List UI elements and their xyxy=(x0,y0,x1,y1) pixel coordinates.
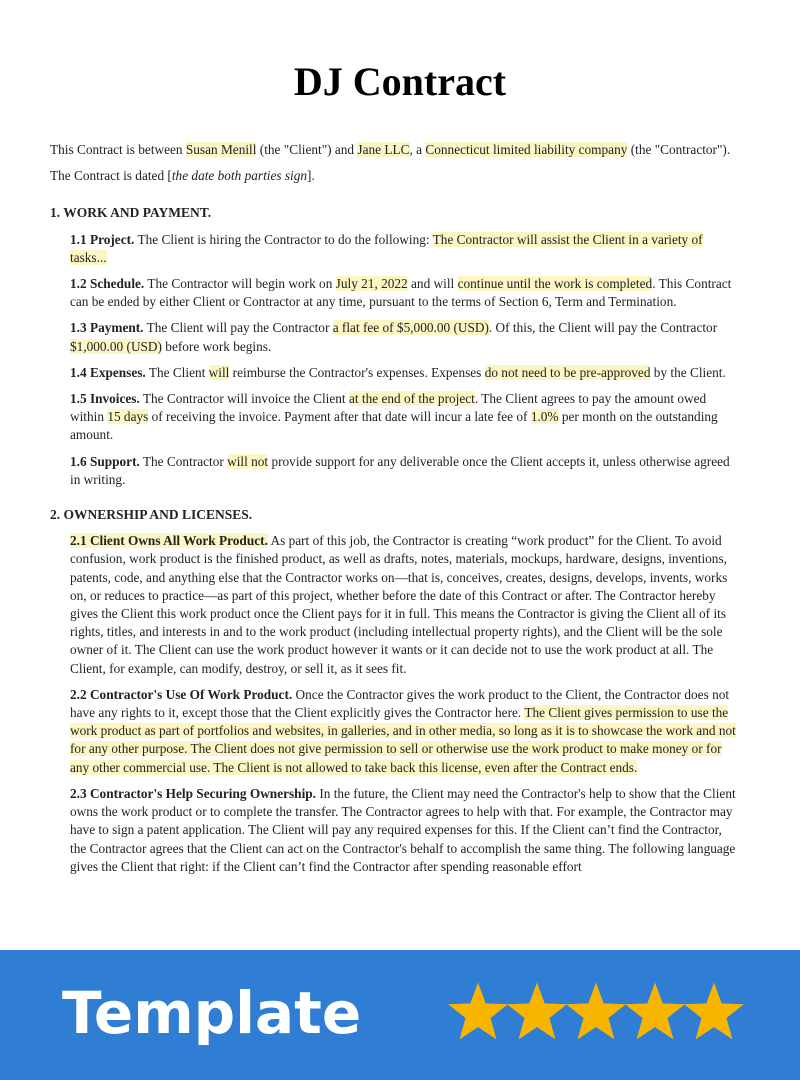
clause-1-4-expenses xyxy=(70,364,740,382)
clause-text: The Contractor xyxy=(139,453,228,469)
clause-text: The Client is hiring the Contractor to do the following: xyxy=(134,231,433,247)
date-placeholder: the date both parties sign xyxy=(171,168,308,184)
star-icon xyxy=(449,984,506,1038)
star-icon xyxy=(508,984,565,1038)
intro-text: (the "Client") and xyxy=(256,142,358,157)
clause-text: provide support for any deliverable once the Client accepts it, unless otherwise agreed in writing. xyxy=(70,453,730,487)
clause-1-1-project xyxy=(70,231,740,267)
clause-highlight: will not xyxy=(227,453,269,469)
star-icon xyxy=(685,984,742,1038)
clause-text: of receiving the invoice. Payment after that date will incur a late fee of xyxy=(148,409,531,425)
clause-label: 2.1 Client Owns All Work Product. xyxy=(70,533,268,549)
clause-2-3-help-securing xyxy=(70,785,740,876)
clause-text: and will xyxy=(407,276,458,292)
section-heading-work-payment: 1. WORK AND PAYMENT. xyxy=(50,205,212,221)
document-title: DJ Contract xyxy=(293,59,507,104)
clause-text: The Client will pay the Contractor xyxy=(143,320,333,336)
intro-text: The Contract is dated [ xyxy=(50,168,172,184)
clause-text: Once the Contractor gives the work product to the Client, the Contractor does not have any rights to it, except those that the Client explicitly gives the Contractor here. xyxy=(70,686,730,721)
clause-text: The Contractor will begin work on xyxy=(144,276,336,292)
clause-text: . The Client agrees to pay the amount owed within xyxy=(70,391,707,425)
clause-highlight: at the end of the project xyxy=(348,391,475,407)
clause-text: As part of this job, the Contractor is creating “work product” for the Client. To avoid confusion, work product is the finished product, as well as drafts, notes, materials, mockups, hardware, designs, inventions, patents, code, and anything else that the Contractor works on—that is, conceives, creates, designs, develops, invents, works on, or reduces to practice—as part of this project, whether before the date of this Contract or after. The Contractor hereby gives the Client this work product once the Client pays for it in full. This means the Contractor is giving the Client all of its rights, titles, and interests in and to the work product (including intellectual property rights), and the Client will be the sole owner of it. The Client can use the work product however it wants or it can decide not to use the work product at all. The Client, for example, can modify, destroy, or sell it, as it sees fit. xyxy=(70,533,728,676)
section-heading-ownership-licenses: 2. OWNERSHIP AND LICENSES. xyxy=(50,507,253,523)
star-icon xyxy=(626,984,683,1038)
clause-label: 1.6 Support. xyxy=(70,453,140,469)
clause-label: 1.2 Schedule. xyxy=(70,276,145,292)
clause-1-5-invoices xyxy=(70,390,740,445)
clause-label: 2.2 Contractor's Use Of Work Product. xyxy=(70,686,293,702)
clause-highlight: 15 days xyxy=(107,409,149,425)
clause-highlight: The Contractor will assist the Client in a variety of tasks... xyxy=(70,231,703,265)
clause-text: before work begins. xyxy=(161,338,272,354)
clause-highlight: do not need to be pre-approved xyxy=(484,364,651,380)
intro-date xyxy=(50,167,740,185)
rating-stars xyxy=(448,978,748,1044)
clause-highlight: a flat fee of $5,000.00 (USD) xyxy=(332,320,489,336)
document-body xyxy=(50,141,740,884)
clause-highlight: 1.0% xyxy=(530,409,559,425)
contractor-name: Jane LLC xyxy=(357,142,410,157)
clause-text: The Contractor will invoice the Client xyxy=(139,391,349,407)
clause-1-6-support xyxy=(70,453,740,489)
clause-text: The Client xyxy=(145,364,209,380)
clause-2-1-client-owns xyxy=(70,532,740,678)
clause-1-2-schedule xyxy=(70,275,740,311)
clause-label: 1.1 Project. xyxy=(70,231,135,247)
clause-highlight: continue until the work is completed xyxy=(457,276,653,292)
clause-text: by the Client. xyxy=(650,364,726,380)
clause-highlight: $1,000.00 (USD) xyxy=(70,338,162,354)
template-banner xyxy=(0,950,800,1080)
clause-label: 1.4 Expenses. xyxy=(70,364,146,380)
intro-parties xyxy=(50,141,740,159)
clause-text: per month on the outstanding amount. xyxy=(70,409,718,443)
contractor-type: Connecticut limited liability company xyxy=(425,142,628,157)
star-icon xyxy=(567,984,624,1038)
clause-highlight: The Client gives permission to use the work product as part of portfolios and websites, in galleries, and in other media, so long as it is to showcase the work and not for any other purpose. The Client does not give permission to sell or otherwise use the work product to make money or for any other commercial use. The Client is not allowed to take back this license, even after the Contract ends. xyxy=(70,705,736,775)
clause-1-3-payment xyxy=(70,319,740,355)
intro-text: (the "Contractor"). xyxy=(627,142,731,157)
template-label: Template xyxy=(62,979,362,1047)
clause-text: . This Contract can be ended by either Client or Contractor at any time, pursuant to the terms of Section 6, Term and Termination. xyxy=(70,276,732,310)
clause-text: In the future, the Client may need the Contractor's help to show that the Client owns the work product or to complete the transfer. The Contractor agrees to help with that. For example, the Contractor may have to sign a patent application. The Client will pay any required expenses for this. If the Client can’t find the Contractor, the Contractor agrees that the Client can act on the Contractor's behalf to accomplish the same thing. The following language gives the Client that right: if the Client can’t find the Contractor after spending reasonable effort xyxy=(70,785,736,874)
client-name: Susan Menill xyxy=(185,142,257,157)
clause-text: . Of this, the Client will pay the Contractor xyxy=(488,320,718,336)
clause-highlight: July 21, 2022 xyxy=(335,276,408,292)
clause-label: 1.3 Payment. xyxy=(70,320,144,336)
intro-text: ]. xyxy=(307,168,315,184)
clause-text: reimburse the Contractor's expenses. Expenses xyxy=(229,364,485,380)
clause-highlight: will xyxy=(208,364,230,380)
clause-label: 1.5 Invoices. xyxy=(70,391,140,407)
intro-text: This Contract is between xyxy=(50,142,186,157)
clause-label: 2.3 Contractor's Help Securing Ownership. xyxy=(70,785,316,801)
clause-2-2-contractor-use xyxy=(70,686,740,777)
intro-text: , a xyxy=(409,142,426,157)
